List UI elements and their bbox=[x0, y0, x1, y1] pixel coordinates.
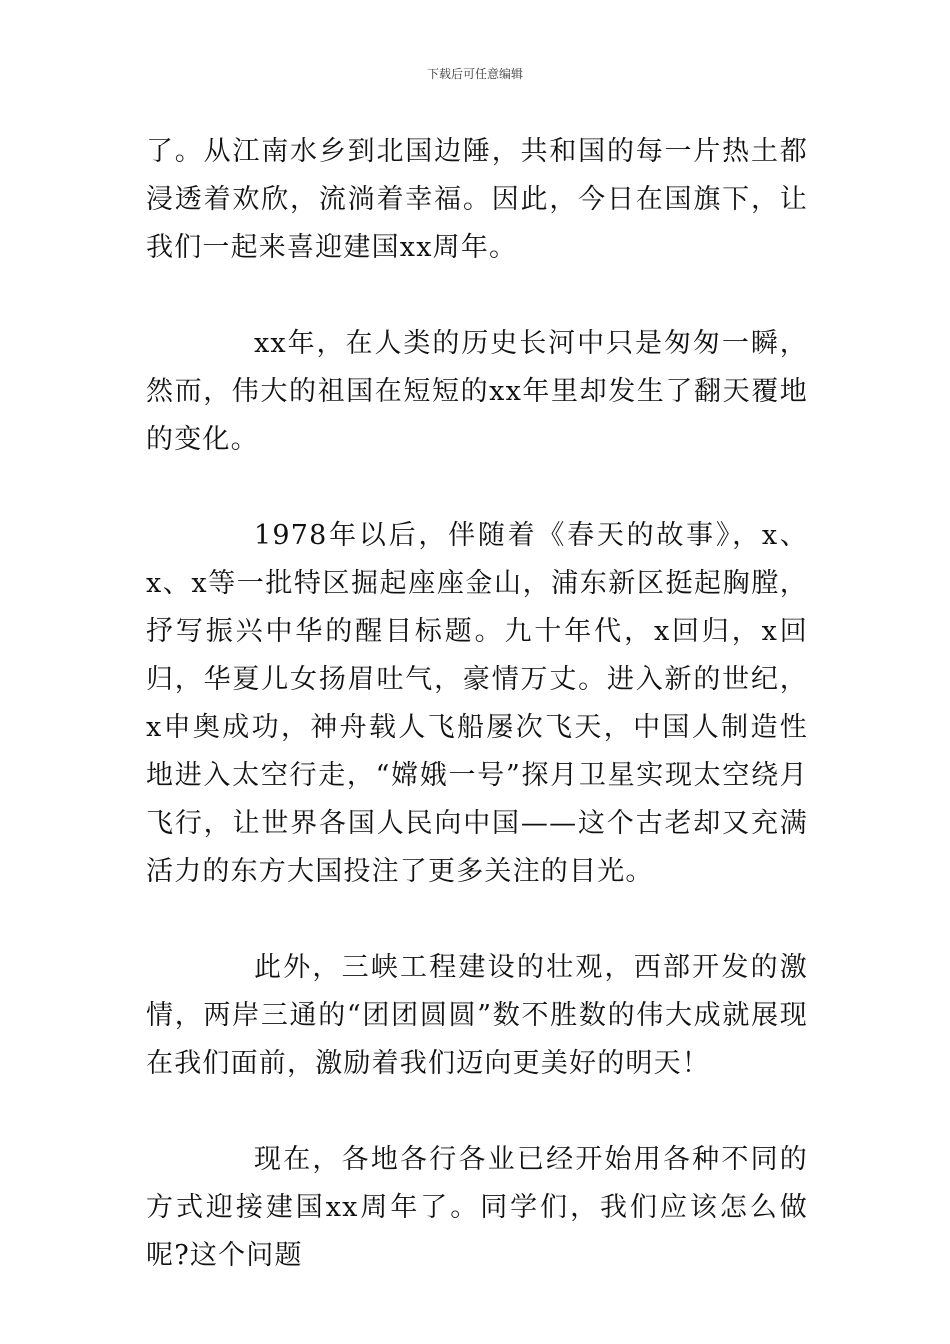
paragraph: 现在，各地各行各业已经开始用各种不同的方式迎接建国xx周年了。同学们，我们应该怎么做呢?这个问题 bbox=[146, 1144, 808, 1271]
paragraph: xx年，在人类的历史长河中只是匆匆一瞬，然而，伟大的祖国在短短的xx年里却发生了翻天覆地的变化。 bbox=[146, 328, 808, 455]
paragraph: 此外，三峡工程建设的壮观，西部开发的激情，两岸三通的“团团圆圆”数不胜数的伟大成就展现在我们面前，激励着我们迈向更美好的明天！ bbox=[146, 952, 808, 1079]
paragraph: 1978年以后，伴随着《春天的故事》，x、x、x等一批特区掘起座座金山，浦东新区挺起胸膛，抒写振兴中华的醒目标题。九十年代，x回归，x回归，华夏儿女扬眉吐气，豪情万丈。进入新的世纪，x申奥成功，神舟载人飞船屡次飞天，中国人制造性地进入太空行走，“嫦娥一号”探月卫星实现太空绕月飞行，让世界各国人民向中国——这个古老却又充满活力的东方大国投注了更多关注的目光。 bbox=[146, 520, 808, 887]
paragraph-continued: 了。从江南水乡到北国边陲，共和国的每一片热土都浸透着欢欣，流淌着幸福。因此，今日在国旗下，让我们一起来喜迎建国xx周年。 bbox=[146, 136, 808, 263]
page-header: 下载后可任意编辑 bbox=[426, 67, 523, 81]
document-body bbox=[146, 128, 808, 1280]
